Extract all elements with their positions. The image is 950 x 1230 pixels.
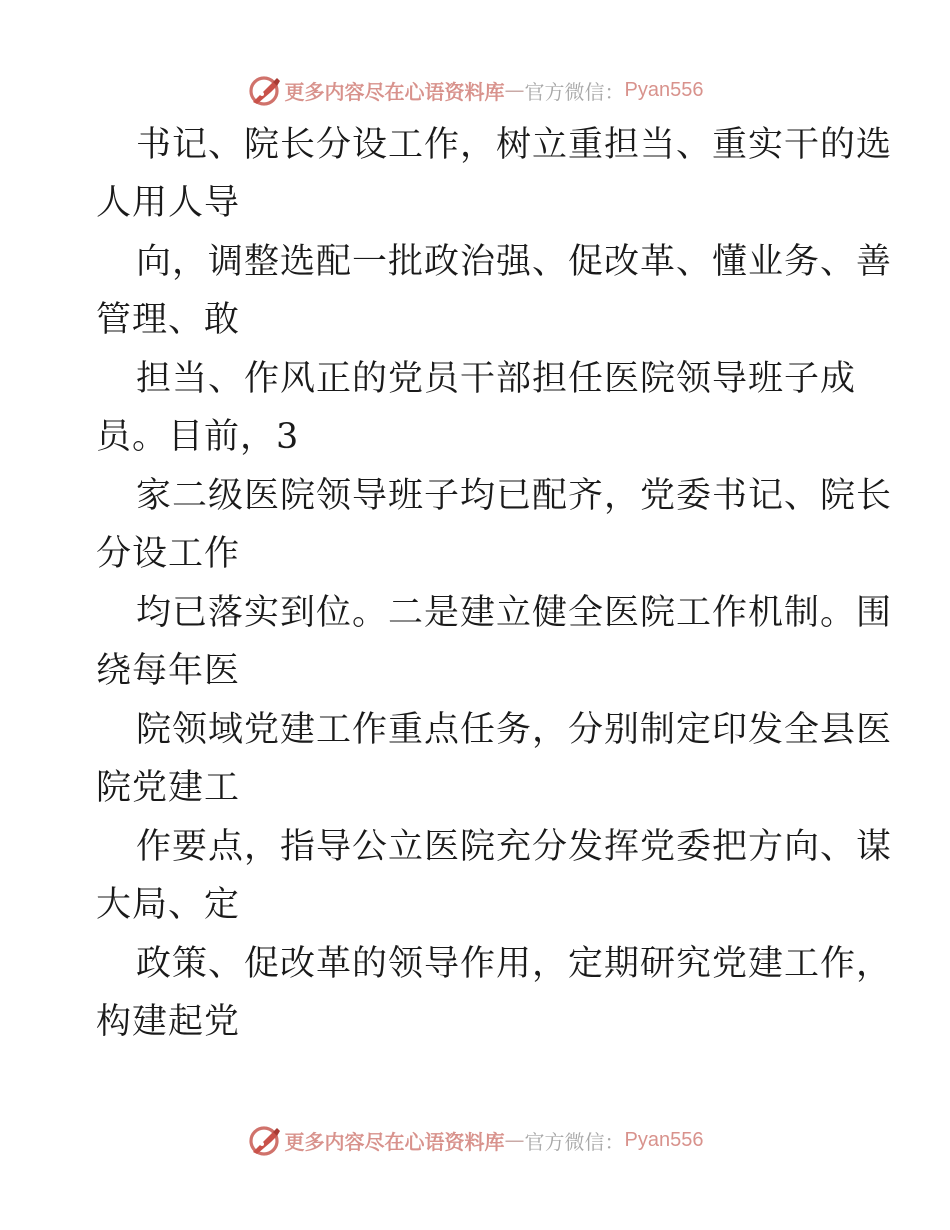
text-line: 均已落实到位。二是建立健全医院工作机制。围 xyxy=(136,593,893,633)
text-line: 分设工作 xyxy=(96,534,241,574)
header-watermark xyxy=(0,70,950,110)
text-line: 管理、敢 xyxy=(96,300,241,340)
text-line: 家二级医院领导班子均已配齐，党委书记、院长 xyxy=(136,476,893,516)
text-line: 绕每年医 xyxy=(96,651,241,691)
text-line: 院领域党建工作重点任务，分别制定印发全县医 xyxy=(136,710,893,750)
watermark-site-text: 更多内容尽在心语资料库 xyxy=(284,79,505,104)
text-line: 向，调整选配一批政治强、促改革、懂业务、善 xyxy=(136,242,893,282)
watermark-dash: — xyxy=(504,1128,525,1152)
watermark-official-label: 官方微信： xyxy=(524,1129,625,1154)
text-line: 政策、促改革的领导作用，定期研究党建工作， xyxy=(136,944,893,984)
text-line: 员。目前，3 xyxy=(96,417,300,457)
watermark-dash: — xyxy=(504,78,525,102)
watermark-wechat-id: Pyan556 xyxy=(624,1128,704,1151)
text-line: 人用人导 xyxy=(96,183,241,223)
footer-watermark xyxy=(0,1120,950,1160)
text-line: 院党建工 xyxy=(96,768,241,808)
text-line: 作要点，指导公立医院充分发挥党委把方向、谋 xyxy=(136,827,893,867)
pen-logo-icon xyxy=(247,72,283,108)
watermark-wechat-id: Pyan556 xyxy=(624,78,704,101)
text-line: 大局、定 xyxy=(96,885,241,925)
watermark-site-text: 更多内容尽在心语资料库 xyxy=(284,1129,505,1154)
text-line: 书记、院长分设工作，树立重担当、重实干的选 xyxy=(136,125,893,165)
text-line: 担当、作风正的党员干部担任医院领导班子成 xyxy=(136,359,857,399)
text-line: 构建起党 xyxy=(96,1002,241,1042)
pen-logo-icon xyxy=(247,1122,283,1158)
watermark-official-label: 官方微信： xyxy=(524,79,625,104)
